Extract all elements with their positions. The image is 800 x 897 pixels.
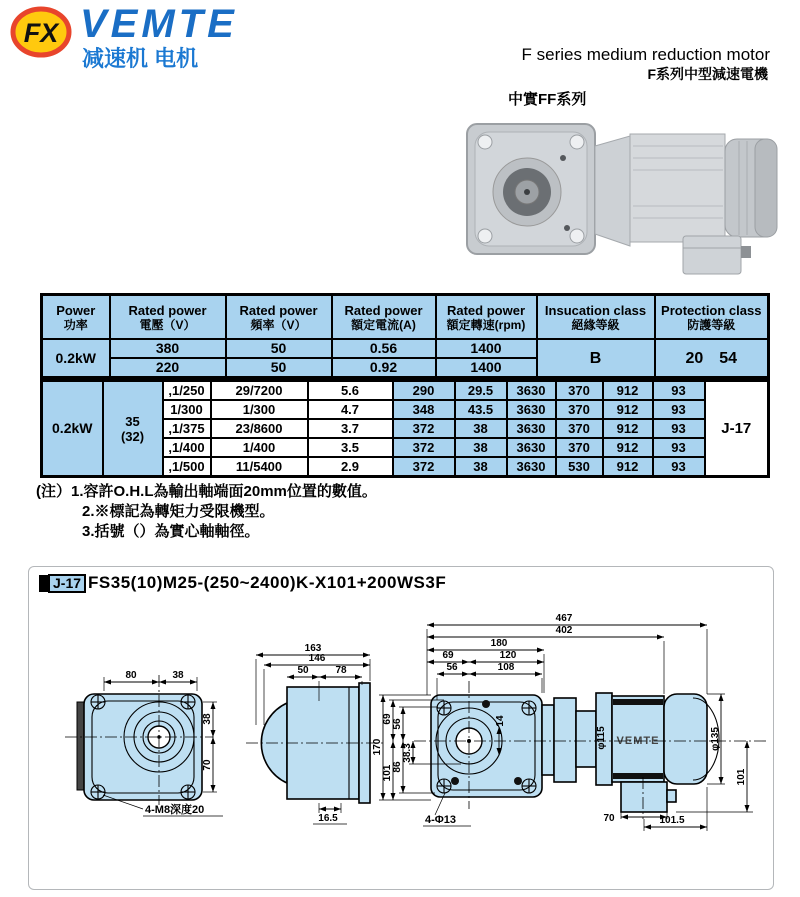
cell: 290 (393, 381, 455, 401)
cell: 93 (653, 381, 705, 401)
side-view (246, 643, 383, 824)
insulation-cell: B (537, 339, 655, 378)
dim-170: 170 (372, 738, 383, 756)
cell: 530 (556, 457, 603, 477)
dim-56: 56 (446, 662, 458, 673)
cell: 5.6 (308, 381, 393, 401)
notes (36, 482, 377, 542)
cell: 3630 (507, 457, 556, 477)
cell: 372 (393, 438, 455, 457)
cell: 1400 (436, 358, 537, 378)
cell: 1/300 (211, 400, 308, 419)
cell: 912 (603, 457, 653, 477)
header-cell: Rated power 額定電流(A) (332, 295, 436, 340)
protection-cell: 20 54 (655, 339, 769, 378)
cell: 2.9 (308, 457, 393, 477)
drawing-panel (28, 566, 774, 890)
cell: 11/5400 (211, 457, 308, 477)
dim-front-38-top: 38 (172, 670, 184, 681)
dim-180: 180 (490, 638, 508, 649)
dim-v101: 101 (382, 764, 393, 782)
assembly-view (372, 613, 769, 831)
mount-holes-label: 4-Φ13 (425, 814, 457, 826)
drawing-title (39, 573, 446, 593)
note-line: 3.括號（）為實心軸軸徑。 (82, 523, 260, 540)
shaft-cell: 35 (32) (103, 381, 163, 477)
dim-front-80: 80 (125, 670, 137, 681)
cell: ,1/375 (163, 419, 211, 438)
dim-side-50: 50 (297, 665, 309, 676)
dim-keyway-14: 14 (495, 715, 506, 727)
gearmotor-illustration (467, 124, 777, 274)
dim-108: 108 (497, 662, 515, 673)
cell: 3630 (507, 400, 556, 419)
cell: 29/7200 (211, 381, 308, 401)
cell: 372 (393, 419, 455, 438)
cell: 50 (226, 339, 332, 358)
dim-70: 70 (603, 813, 615, 824)
dim-402: 402 (555, 625, 573, 636)
dim-v56: 56 (392, 718, 403, 730)
cell: 38 (455, 438, 507, 457)
dim-side-146: 146 (308, 653, 326, 664)
title-chinese: F系列中型減速電機 (647, 66, 768, 82)
note-line: 2.※標記為轉矩力受限機型。 (82, 503, 275, 520)
cell: 4.7 (308, 400, 393, 419)
dim-front-38-right: 38 (202, 713, 213, 725)
cell: 23/8600 (211, 419, 308, 438)
cell: 0.56 (332, 339, 436, 358)
cell: 0.92 (332, 358, 436, 378)
cell: ,1/250 (163, 381, 211, 401)
cell: 93 (653, 419, 705, 438)
cell: 370 (556, 400, 603, 419)
cell: 912 (603, 438, 653, 457)
header-cell: Rated power 額定轉速(rpm) (436, 295, 537, 340)
dim-flange-dia: φ115 (596, 726, 607, 750)
motor-brand-text: VEMTE (616, 735, 660, 747)
spec-row (42, 339, 769, 358)
cell: 93 (653, 457, 705, 477)
cell: 370 (556, 381, 603, 401)
series-label: 中實FF系列 (508, 91, 587, 108)
cell: 50 (226, 358, 332, 378)
cell: 3630 (507, 381, 556, 401)
dim-v86: 86 (392, 761, 403, 773)
dimension-drawing (31, 597, 771, 882)
cell: 3.5 (308, 438, 393, 457)
power-cell: 0.2kW (42, 339, 110, 378)
ratio-table (40, 379, 770, 478)
note-line: (注）1.容許O.H.L為輸出軸端面20mm位置的數值。 (36, 483, 377, 500)
dim-69: 69 (442, 650, 454, 661)
cell: 43.5 (455, 400, 507, 419)
cell: 912 (603, 400, 653, 419)
dim-side-163: 163 (304, 643, 322, 654)
dim-r101: 101 (736, 768, 747, 786)
cell: 3630 (507, 438, 556, 457)
dim-v69: 69 (382, 713, 393, 725)
cell: ,1/400 (163, 438, 211, 457)
logo-glyph: FX (23, 18, 59, 48)
cell: 1/400 (211, 438, 308, 457)
cell: ,1/500 (163, 457, 211, 477)
cell: 93 (653, 438, 705, 457)
dim-fan-dia: φ135 (710, 727, 721, 751)
cell: 38 (455, 419, 507, 438)
brand-name: VEMTE (80, 2, 238, 46)
brand-tagline: 减速机 电机 (82, 46, 199, 71)
cell: 38 (455, 457, 507, 477)
tap-holes-label: 4-M8深度20 (145, 804, 205, 816)
cell: 372 (393, 457, 455, 477)
brand-logo-icon (8, 4, 74, 60)
cell: 29.5 (455, 381, 507, 401)
title-english: F series medium reduction motor (521, 45, 770, 64)
header-cell: Protection class 防護等級 (655, 295, 769, 340)
power-cell: 0.2kW (42, 381, 103, 477)
header-cell: Rated power 電壓（V） (110, 295, 226, 340)
drawing-page-ref: J-17 (48, 574, 86, 593)
ratio-row (42, 381, 769, 401)
dim-120: 120 (499, 650, 517, 661)
cell: 1400 (436, 339, 537, 358)
dim-101-5: 101.5 (659, 815, 685, 826)
cell: 1/300 (163, 400, 211, 419)
black-square-icon (39, 575, 48, 592)
cell: 93 (653, 400, 705, 419)
header-cell: Insucation class 絕緣等級 (537, 295, 655, 340)
header-cell: Rated power 頻率（V） (226, 295, 332, 340)
dim-side-16-5: 16.5 (318, 813, 338, 824)
dim-side-78: 78 (335, 665, 347, 676)
spec-header-row (42, 295, 769, 340)
cell: 3.7 (308, 419, 393, 438)
model-code: FS35(10)M25-(250~2400)K-X101+200WS3F (88, 573, 447, 592)
page-ref-cell: J-17 (705, 381, 769, 477)
cell: 912 (603, 381, 653, 401)
product-photo (455, 106, 790, 291)
dim-467: 467 (555, 613, 573, 624)
spec-table (40, 293, 770, 379)
cell: 3630 (507, 419, 556, 438)
cell: 220 (110, 358, 226, 378)
cell: 912 (603, 419, 653, 438)
cell: 370 (556, 419, 603, 438)
cell: 380 (110, 339, 226, 358)
dim-front-70: 70 (202, 759, 213, 771)
cell: 370 (556, 438, 603, 457)
cell: 348 (393, 400, 455, 419)
header-cell: Power 功率 (42, 295, 110, 340)
front-view (65, 670, 223, 816)
dim-38-3: 38.3 (402, 743, 413, 763)
